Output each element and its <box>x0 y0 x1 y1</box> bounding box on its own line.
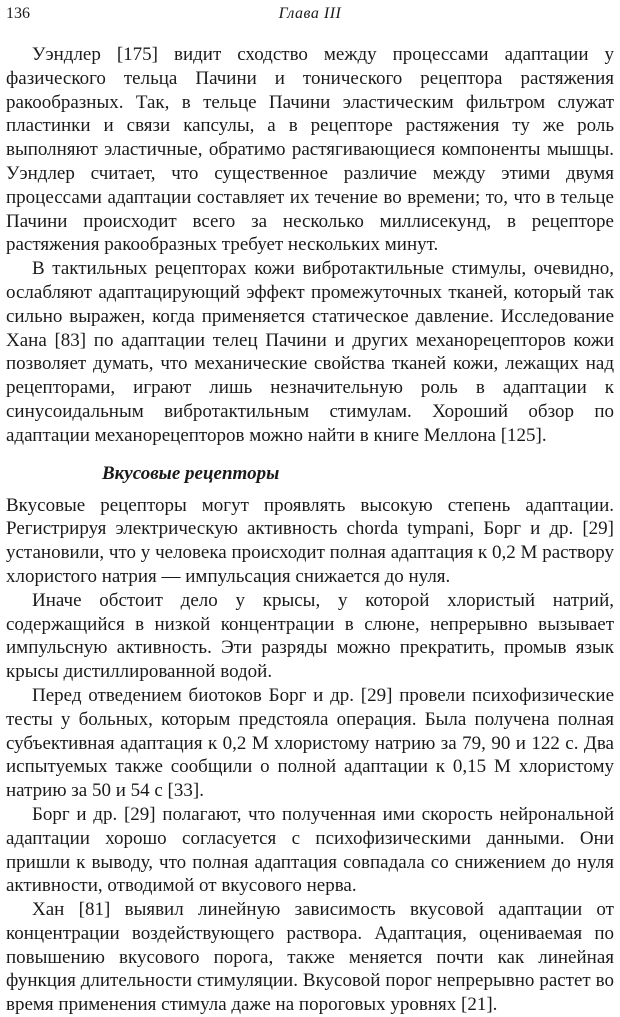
paragraph-khan: Хан [81] выявил линейную зависимость вкусовой адаптации от концентрации воздействующего раствора. Адаптация, оцениваемая по повышению вкусового порога, также меняется почти как линейная функция длительности стимуляции. Вкусовой порог непрерывно растет во время применения стимула даже на пороговых уровнях [21]. <box>6 899 614 1016</box>
paragraph-rat: Иначе обстоит дело у крысы, у которой хлористый натрий, содержащийся в низкой концентрации в слюне, непрерывно вызывает импульсную активность. Эти разряды можно прекратить, промыв язык крысы дистиллированной водой. <box>6 589 614 683</box>
page-number: 136 <box>6 5 30 22</box>
paragraph-borg-conclusion: Борг и др. [29] полагают, что полученная ими скорость нейрональной адаптации хорошо согласуется с психофизическими данными. Они пришли к выводу, что полная адаптация совпадала со снижением до нуля активности, отводимой от вкусового нерва. <box>6 803 614 897</box>
paragraph-wendler: Уэндлер [175] видит сходство между процессами адаптации у фазического тельца Пачини и тонического рецептора растяжения ракообразных. Так, в тельце Пачини эластическим фильтром служат пластинки и связи капсулы, а в рецепторе растяжения ту же роль выполняют эластичные, обратимо растягивающиеся компоненты мышцы. Уэндлер считает, что существенное различие между этими двумя процессами адаптации составляет их течение во времени; то, что в тельце Пачини происходит всего за несколько миллисекунд, в рецепторе растяжения ракообразных требует нескольких минут. <box>6 44 614 256</box>
paragraph-taste-receptors: Вкусовые рецепторы могут проявлять высокую степень адаптации. Регистрируя электрическую активность chorda tympani, Борг и др. [29] установили, что у человека происходит полная адаптация к 0,2 М раствору хлористого натрия — импульсация снижается до нуля. <box>6 494 614 587</box>
section-heading: Вкусовые рецепторы <box>102 462 280 484</box>
body-text <box>6 43 614 1017</box>
paragraph-tactile-receptors: В тактильных рецепторах кожи вибротактильные стимулы, очевидно, ослабляют адаптацирующий эффект промежуточных тканей, который так сильно выражен, когда применяется статическое давление. Исследование Хана [83] по адаптации телец Пачини и других механорецепторов кожи позволяет думать, что механические свойства тканей кожи, лежащих над рецепторами, играют лишь незначительную роль в адаптации к синусоидальным вибротактильным стимулам. Хороший обзор по адаптации механорецепторов можно найти в книге Меллона [125]. <box>6 258 614 446</box>
running-head <box>6 4 614 30</box>
paragraph-psychophysical-tests: Перед отведением биотоков Борг и др. [29] провели психофизические тесты у больных, которым предстояла операция. Была получена полная субъективная адаптация к 0,2 М хлористому натрию за 79, 90 и 122 с. Два испытуемых также сообщили о полной адаптации к 0,15 М хлористому натрию за 50 и 54 с [33]. <box>6 684 614 802</box>
chapter-title: Глава III <box>278 5 342 22</box>
